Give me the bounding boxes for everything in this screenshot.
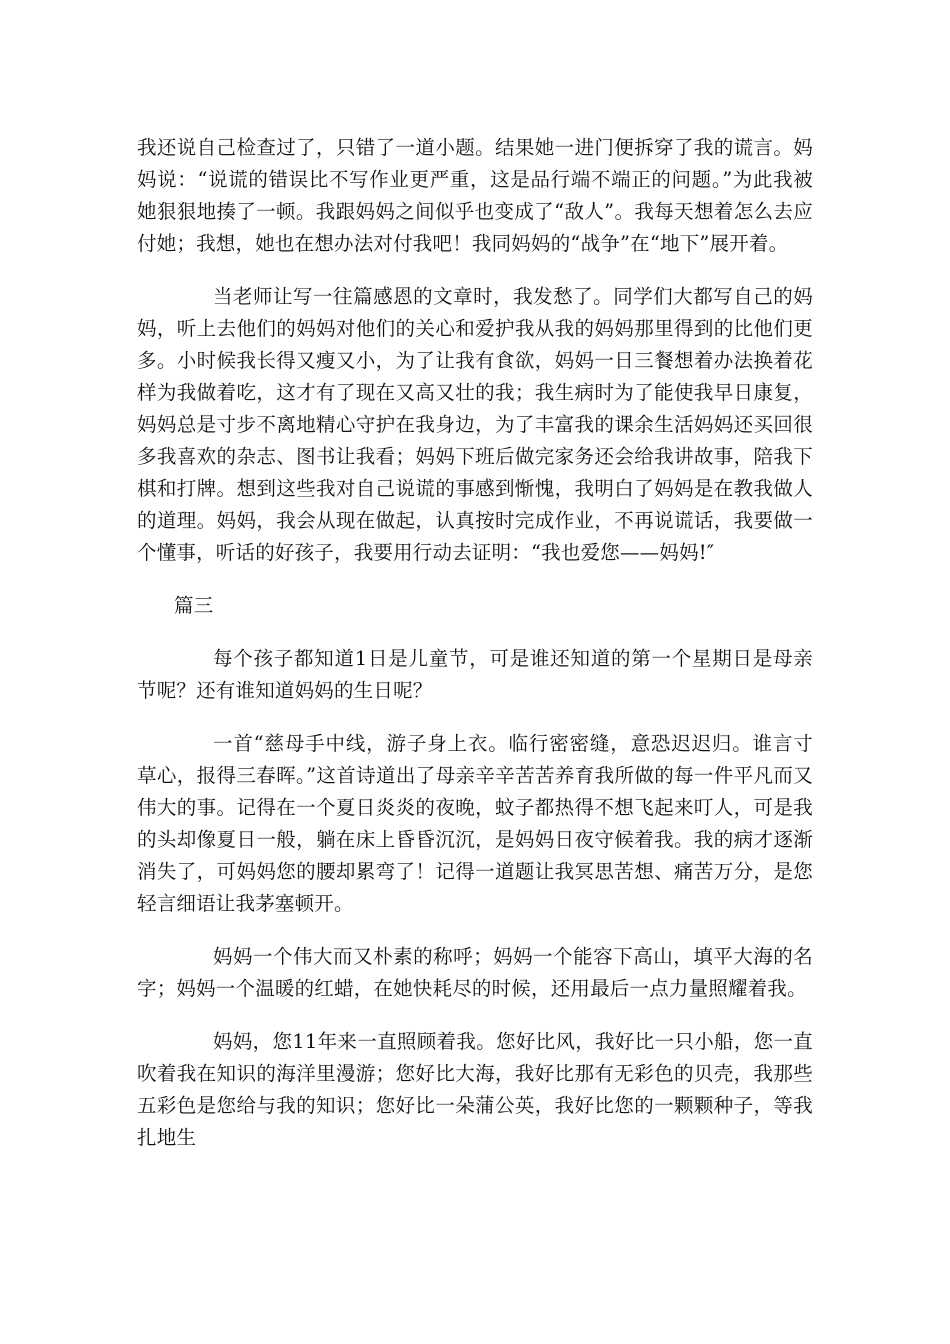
paragraph-mother-name: 妈妈一个伟大而又朴素的称呼；妈妈一个能容下高山，填平大海的名字；妈妈一个温暖的红蜡，在她快耗尽的时候，还用最后一点力量照耀着我。 <box>137 945 813 1000</box>
paragraph-gratitude-essay: 当老师让写一往篇感恩的文章时，我发愁了。同学们大都写自己的妈妈，听上去他们的妈妈对他们的关心和爱护我从我的妈妈那里得到的比他们更多。小时候我长得又瘦又小，为了让我有食欲，妈妈一日三餐想着办法换着花样为我做着吃，这才有了现在又高又壮的我；我生病时为了能使我早日康复，妈妈总是寸步不离地精心守护在我身边，为了丰富我的课余生活妈妈还买回很多我喜欢的杂志、图书让我看；妈妈下班后做完家务还会给我讲故事，陪我下棋和打牌。想到这些我对自己说谎的事感到惭愧，我明白了妈妈是在教我做人的道理。妈妈，我会从现在做起，认真按时完成作业，不再说谎话，我要做一个懂事，听话的好孩子，我要用行动去证明：“我也爱您——妈妈!″ <box>137 285 813 564</box>
paragraph-poem: 一首“慈母手中线，游子身上衣。临行密密缝，意恐迟迟归。谁言寸草心，报得三春晖。”这首诗道出了母亲辛辛苦苦养育我所做的每一件平凡而又伟大的事。记得在一个夏日炎炎的夜晚，蚊子都热得不想飞起来叮人，可是我的头却像夏日一般，躺在床上昏昏沉沉，是妈妈日夜守候着我。我的病才逐渐消失了，可妈妈您的腰却累弯了！记得一道题让我冥思苦想、痛苦万分，是您轻言细语让我茅塞顿开。 <box>137 732 813 915</box>
paragraph-eleven-years: 妈妈，您11年来一直照顾着我。您好比风，我好比一只小船，您一直吹着我在知识的海洋里漫游；您好比大海，我好比那有无彩色的贝壳，我那些五彩色是您给与我的知识；您好比一朵蒲公英，我好比您的一颗颗种子，等我扎地生 <box>137 1030 813 1149</box>
paragraph-continuation: 我还说自己检查过了，只错了一道小题。结果她一进门便拆穿了我的谎言。妈妈说：“说谎的错误比不写作业更严重，这是品行端不端正的问题。”为此我被她狠狠地揍了一顿。我跟妈妈之间似乎也变成了“敌人”。我每天想着怎么去应付她；我想，她也在想办法对付我吧！我同妈妈的“战争”在“地下”展开着。 <box>137 136 813 255</box>
document-body <box>137 132 813 1154</box>
paragraph-mothers-day: 每个孩子都知道1日是儿童节，可是谁还知道的第一个星期日是母亲节呢？还有谁知道妈妈的生日呢？ <box>137 647 813 702</box>
section-heading: 篇三 <box>174 594 214 617</box>
